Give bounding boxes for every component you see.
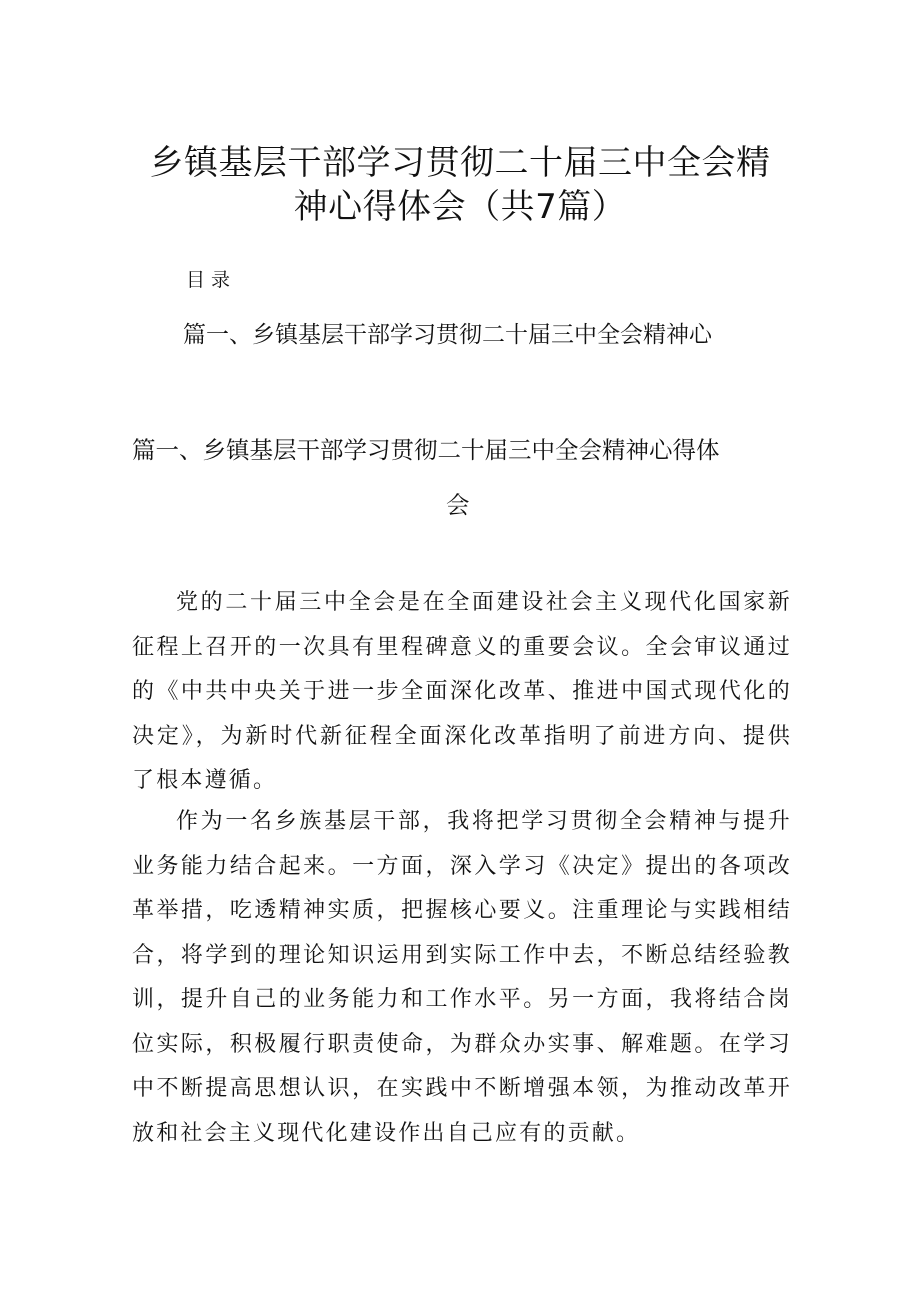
toc-label: 目录 [186, 269, 237, 291]
section-heading-line-2: 会 [446, 491, 470, 519]
section-heading-line-1: 篇一、乡镇基层干部学习贯彻二十届三中全会精神心得体 [132, 436, 720, 464]
document-title-line-2: 神心得体会（共7篇） [293, 187, 627, 227]
body-paragraph: 作为一名乡族基层干部，我将把学习贯彻全会精神与提升业务能力结合起来。一方面，深入学习《决定》提出的各项改革举措，吃透精神实质，把握核心要义。注重理论与实践相结合，将学到的理论知识运用到实际工作中去，不断总结经验教训，提升自己的业务能力和工作水平。另一方面，我将结合岗位实际，积极履行职责使命，为群众办实事、解难题。在学习中不断提高思想认识，在实践中不断增强本领，为推动改革开放和社会主义现代化建设作出自己应有的贡献。 [132, 809, 792, 1146]
document-title-line-1: 乡镇基层干部学习贯彻二十届三中全会精 [149, 143, 771, 183]
toc-item[interactable]: 篇一、乡镇基层干部学习贯彻二十届三中全会精神心 [183, 322, 712, 348]
body-paragraph: 党的二十届三中全会是在全面建设社会主义现代化国家新征程上召开的一次具有里程碑意义的重要会议。全会审议通过的《中共中央关于进一步全面深化改革、推进中国式现代化的决定》，为新时代新征程全面深化改革指明了前进方向、提供了根本遵循。 [132, 590, 792, 793]
